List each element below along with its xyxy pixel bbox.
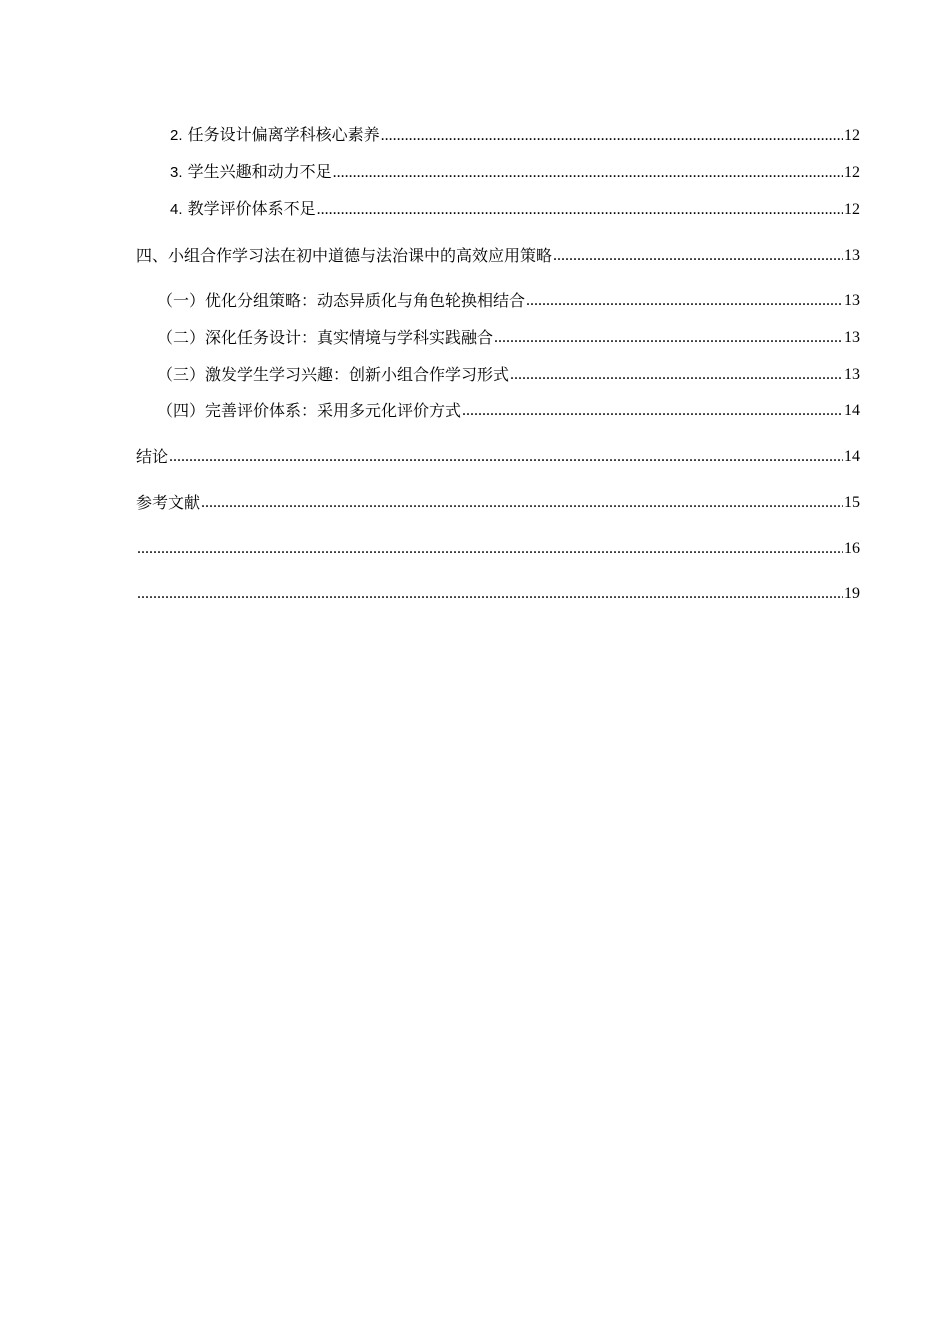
toc-page-number: 14 [844,402,860,419]
toc-leader-dots [201,493,843,513]
toc-leader-dots [510,365,843,385]
toc-leader-dots [169,447,843,467]
toc-entry[interactable] [157,285,860,311]
toc-page-number: 12 [844,164,860,181]
toc-page-number: 14 [844,448,860,465]
toc-entry[interactable] [136,487,860,513]
toc-entry[interactable] [157,395,860,421]
toc-page-number: 15 [844,494,860,511]
toc-leader-dots [381,126,843,146]
toc-entry-title: 4. 教学评价体系不足 [170,199,316,218]
toc-leader-dots [333,163,843,183]
toc-leader-dots [317,200,843,220]
toc-leader-dots [553,246,843,266]
toc-entry-title: 2. 任务设计偏离学科核心素养 [170,125,380,144]
toc-leader-dots [526,291,843,311]
toc-leader-dots [494,328,843,348]
toc-entry[interactable] [136,240,860,266]
toc-entry[interactable] [170,194,860,220]
toc-entry-title: （二）深化任务设计：真实情境与学科实践融合 [157,328,494,347]
toc-page-number: 12 [844,127,860,144]
toc-entry[interactable] [136,441,860,467]
toc-page-number: 13 [844,292,860,309]
toc-entry-title: （一）优化分组策略：动态异质化与角色轮换相结合 [157,291,526,310]
toc-leader-dots [462,401,843,421]
toc-entry-title: （三）激发学生学习兴趣：创新小组合作学习形式 [157,365,510,384]
toc-entry[interactable] [136,533,860,559]
toc-page-number: 16 [844,540,860,557]
toc-entry-title: 结论 [136,447,169,466]
toc-entry-title: 3. 学生兴趣和动力不足 [170,162,332,181]
toc-page-number: 13 [844,247,860,264]
toc-page-number: 13 [844,366,860,383]
toc-entry-title: 四、小组合作学习法在初中道德与法治课中的高效应用策略 [136,246,553,265]
toc-entry[interactable] [170,120,860,146]
toc-leader-dots [137,539,843,559]
toc-entry[interactable] [136,578,860,604]
toc-entry[interactable] [157,359,860,385]
toc-entry-title: 参考文献 [136,493,201,512]
toc-page-number: 13 [844,329,860,346]
toc-leader-dots [137,584,843,604]
toc-entry[interactable] [157,322,860,348]
toc-page-number: 12 [844,201,860,218]
toc-entry-title: （四）完善评价体系：采用多元化评价方式 [157,401,462,420]
toc-page-number: 19 [844,585,860,602]
toc-entry[interactable] [170,157,860,183]
